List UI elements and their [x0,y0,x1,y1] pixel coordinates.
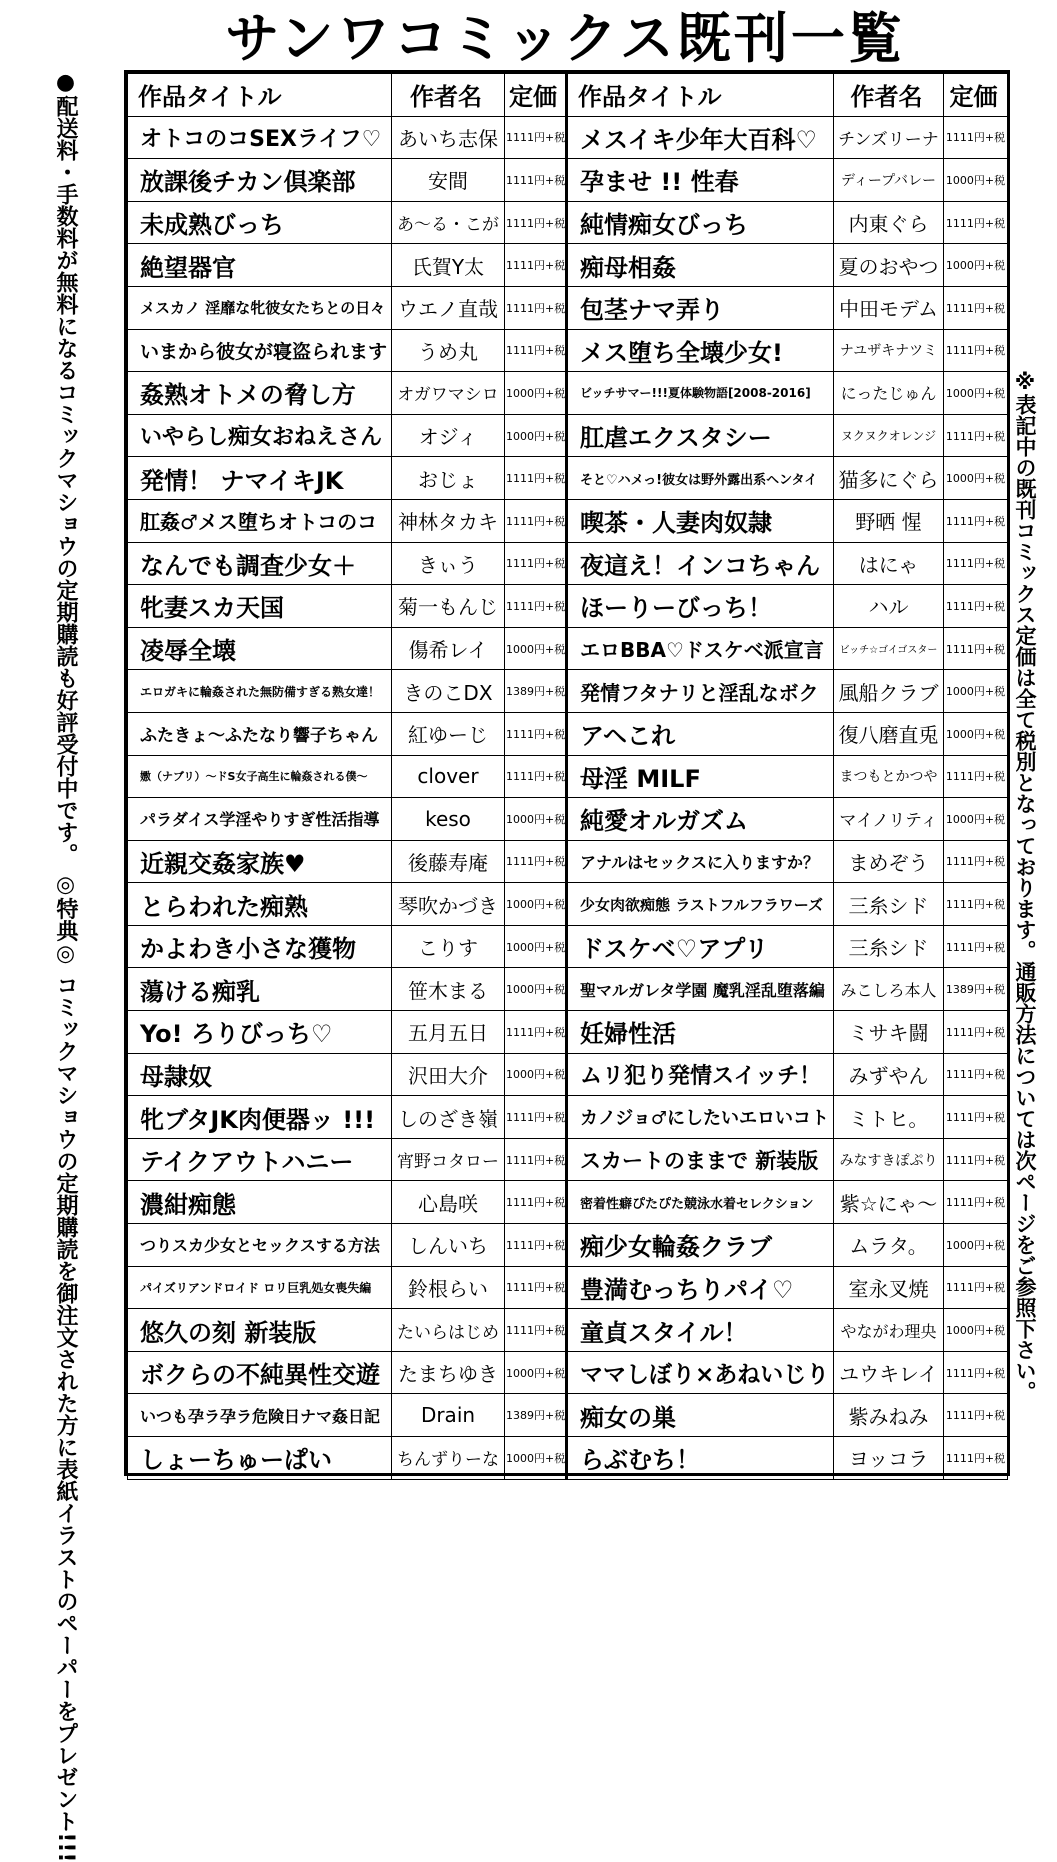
left-price-cell: 1111円+税 [505,1224,567,1267]
table-row [128,712,1008,755]
catalog-table-frame [124,70,1010,1476]
left-author-cell: 心島咲 [392,1181,505,1224]
right-title-cell: 肛虐エクスタシー [567,414,834,457]
left-title-cell: 肛姦♂メス堕ちオトコのコ [128,499,392,542]
left-price-cell: 1000円+税 [505,1053,567,1096]
right-price-cell: 1111円+税 [944,201,1008,244]
left-price-cell: 1000円+税 [505,372,567,415]
left-author-cell: しんいち [392,1224,505,1267]
table-row [128,1053,1008,1096]
right-price-cell: 1111円+税 [944,925,1008,968]
right-title-cell: メス堕ち全壊少女! [567,329,834,372]
right-price-cell: 1111円+税 [944,542,1008,585]
table-row [128,1394,1008,1437]
right-author-cell: みこしろ本人 [834,968,944,1011]
right-title-cell: 純愛オルガズム [567,798,834,841]
right-author-cell: 内東ぐら [834,201,944,244]
right-title-cell: アヘこれ [567,712,834,755]
left-author-cell: 神林タカキ [392,499,505,542]
right-price-cell: 1000円+税 [944,712,1008,755]
right-title-cell: そと♡ハメっ!彼女は野外露出系ヘンタイ [567,457,834,500]
right-author-cell: ユウキレイ [834,1351,944,1394]
left-price-cell: 1111円+税 [505,1181,567,1224]
left-author-cell: きぃう [392,542,505,585]
left-price-cell: 1111円+税 [505,457,567,500]
right-title-cell: スカートのままで 新装版 [567,1138,834,1181]
right-price-cell: 1111円+税 [944,840,1008,883]
left-title-cell: いやらし痴女おねえさん [128,414,392,457]
header-title-left: 作品タイトル [128,74,392,117]
left-title-cell: 姦熟オトメの脅し方 [128,372,392,415]
left-title-cell: 母隷奴 [128,1053,392,1096]
left-author-cell: ちんずりーな [392,1437,505,1480]
left-title-cell: とらわれた痴熟 [128,883,392,926]
left-author-cell: 宵野コタロー [392,1138,505,1181]
header-title-right: 作品タイトル [567,74,834,117]
right-title-cell: 純情痴女びっち [567,201,834,244]
left-title-cell: パラダイス学淫やりすぎ性活指導 [128,798,392,841]
page-title: サンワコミックス既刊一覧 [225,7,905,70]
left-title-cell: 未成熟びっち [128,201,392,244]
right-author-cell: はにゃ [834,542,944,585]
right-author-cell: チンズリーナ [834,116,944,159]
right-title-cell: 痴母相姦 [567,244,834,287]
left-price-cell: 1000円+税 [505,798,567,841]
left-author-cell: 五月五日 [392,1011,505,1054]
table-row [128,414,1008,457]
left-author-cell: ウエノ直哉 [392,286,505,329]
left-price-cell: 1111円+税 [505,1266,567,1309]
right-author-cell: ディープバレー [834,159,944,202]
right-title-cell: 童貞スタイル！ [567,1309,834,1352]
table-row [128,1011,1008,1054]
left-price-cell: 1111円+税 [505,159,567,202]
left-price-cell: 1111円+税 [505,585,567,628]
table-row [128,1437,1008,1480]
left-author-cell: 鈴根らい [392,1266,505,1309]
left-price-cell: 1111円+税 [505,329,567,372]
left-author-cell: あ〜る・こが [392,201,505,244]
left-title-cell: 牝妻スカ天国 [128,585,392,628]
right-author-cell: まつもとかつや [834,755,944,798]
right-title-cell: メスイキ少年大百科♡ [567,116,834,159]
right-author-cell: 夏のおやつ [834,244,944,287]
table-row [128,1309,1008,1352]
table-row [128,499,1008,542]
right-title-cell: 豊満むっちりパイ♡ [567,1266,834,1309]
right-author-cell: ハル [834,585,944,628]
left-author-cell: 琴吹かづき [392,883,505,926]
right-title-cell: 聖マルガレタ学園 魔乳淫乱堕落編 [567,968,834,1011]
table-row [128,201,1008,244]
table-row [128,1138,1008,1181]
right-title-cell: 母淫 MILF [567,755,834,798]
right-price-cell: 1111円+税 [944,1138,1008,1181]
left-price-cell: 1000円+税 [505,883,567,926]
right-price-cell: 1111円+税 [944,627,1008,670]
left-title-cell: オトコのコSEXライフ♡ [128,116,392,159]
left-price-cell: 1000円+税 [505,925,567,968]
left-price-cell: 1000円+税 [505,627,567,670]
table-row [128,116,1008,159]
left-title-cell: 悠久の刻 新装版 [128,1309,392,1352]
right-price-cell: 1111円+税 [944,1011,1008,1054]
left-price-cell: 1389円+税 [505,1394,567,1437]
table-row [128,883,1008,926]
header-row [128,74,1008,117]
left-title-cell: 蕩ける痴乳 [128,968,392,1011]
right-author-cell: 復八磨直兎 [834,712,944,755]
right-price-cell: 1389円+税 [944,968,1008,1011]
left-price-cell: 1111円+税 [505,1309,567,1352]
table-row [128,244,1008,287]
table-row [128,1181,1008,1224]
right-price-cell: 1111円+税 [944,1394,1008,1437]
left-author-cell: しのざき嶺 [392,1096,505,1139]
right-title-cell: ドスケベ♡アプリ [567,925,834,968]
right-price-cell: 1111円+税 [944,1351,1008,1394]
left-title-cell: Yo! ろりびっち♡ [128,1011,392,1054]
left-author-cell: keso [392,798,505,841]
right-price-cell: 1111円+税 [944,116,1008,159]
left-author-cell: 笹木まる [392,968,505,1011]
right-author-cell: ナユザキナツミ [834,329,944,372]
table-row [128,968,1008,1011]
right-author-cell: 三糸シド [834,883,944,926]
left-title-cell: 牝ブタJK肉便器ッ !!! [128,1096,392,1139]
right-author-cell: ヨッコラ [834,1437,944,1480]
right-price-cell: 1111円+税 [944,1181,1008,1224]
left-author-cell: clover [392,755,505,798]
left-author-cell: たまちゆき [392,1351,505,1394]
left-title-cell: ボクらの不純異性交遊 [128,1351,392,1394]
left-author-cell: こりす [392,925,505,968]
right-author-cell: ビッチ☆ゴイゴスター [834,627,944,670]
catalog-table [127,73,1008,1480]
header-author-right: 作者名 [834,74,944,117]
table-row [128,1224,1008,1267]
catalog-rows [128,116,1008,1479]
right-title-cell: 包茎ナマ弄り [567,286,834,329]
left-title-cell: いまから彼女が寝盗られます [128,329,392,372]
right-price-cell: 1111円+税 [944,414,1008,457]
left-author-cell: きのこDX [392,670,505,713]
left-title-cell: エロガキに輪姦された無防備すぎる熟女達！ [128,670,392,713]
right-price-cell: 1000円+税 [944,670,1008,713]
left-price-cell: 1389円+税 [505,670,567,713]
table-row [128,925,1008,968]
right-author-cell: みずやん [834,1053,944,1096]
right-title-cell: 少女肉欲痴態 ラストフルフラワーズ [567,883,834,926]
left-price-cell: 1111円+税 [505,244,567,287]
table-row [128,670,1008,713]
left-price-cell: 1111円+税 [505,116,567,159]
right-title-cell: ビッチサマー!!!夏体験物語[2008-2016] [567,372,834,415]
left-price-cell: 1111円+税 [505,201,567,244]
left-author-cell: 菊一もんじ [392,585,505,628]
left-author-cell: うめ丸 [392,329,505,372]
right-author-cell: みなすきぽぷり [834,1138,944,1181]
right-price-cell: 1111円+税 [944,883,1008,926]
left-title-cell: なんでも調査少女＋ [128,542,392,585]
left-title-cell: 絶望器官 [128,244,392,287]
right-price-cell: 1111円+税 [944,755,1008,798]
right-price-cell: 1111円+税 [944,1437,1008,1480]
right-author-cell: にったじゅん [834,372,944,415]
table-row [128,372,1008,415]
left-author-cell: 紅ゆーじ [392,712,505,755]
right-title-cell: カノジョ♂にしたいエロいコト [567,1096,834,1139]
left-author-cell: Drain [392,1394,505,1437]
left-price-cell: 1111円+税 [505,755,567,798]
left-price-cell: 1111円+税 [505,542,567,585]
right-title-cell: 夜這え！インコちゃん [567,542,834,585]
left-price-cell: 1000円+税 [505,1351,567,1394]
right-author-cell: 三糸シド [834,925,944,968]
right-author-cell: ヌクヌクオレンジ [834,414,944,457]
left-title-cell: つりスカ少女とセックスする方法 [128,1224,392,1267]
right-title-cell: 孕ませ !! 性春 [567,159,834,202]
left-price-cell: 1111円+税 [505,1096,567,1139]
right-price-cell: 1000円+税 [944,798,1008,841]
right-author-cell: 紫みねみ [834,1394,944,1437]
left-title-cell: 濃紺痴態 [128,1181,392,1224]
left-author-cell: オガワマシロ [392,372,505,415]
left-title-cell: テイクアウトハニー [128,1138,392,1181]
right-author-cell: 室永叉焼 [834,1266,944,1309]
right-author-cell: 猫多にぐら [834,457,944,500]
table-row [128,1096,1008,1139]
right-author-cell: ミサキ闘 [834,1011,944,1054]
left-author-cell: 傷希レイ [392,627,505,670]
right-price-cell: 1000円+税 [944,244,1008,287]
table-row [128,329,1008,372]
right-price-cell: 1000円+税 [944,159,1008,202]
right-author-cell: 野晒 惺 [834,499,944,542]
right-author-cell: 中田モデム [834,286,944,329]
right-title-cell: 妊婦性活 [567,1011,834,1054]
left-title-cell: 嫐（ナブリ）〜ドS女子高生に輪姦される僕〜 [128,755,392,798]
left-price-cell: 1111円+税 [505,1138,567,1181]
table-row [128,1266,1008,1309]
right-price-cell: 1111円+税 [944,585,1008,628]
right-author-cell: やながわ理央 [834,1309,944,1352]
right-title-cell: エロBBA♡ドスケベ派宣言 [567,627,834,670]
right-price-cell: 1111円+税 [944,1096,1008,1139]
left-author-cell: 安間 [392,159,505,202]
header-price-right: 定価 [944,74,1008,117]
right-price-cell: 1000円+税 [944,1309,1008,1352]
table-row [128,159,1008,202]
right-title-cell: 密着性癖ぴたぴた競泳水着セレクション [567,1181,834,1224]
right-price-cell: 1111円+税 [944,329,1008,372]
left-title-cell: しょーちゅーぱい [128,1437,392,1480]
right-price-cell: 1111円+税 [944,499,1008,542]
left-title-cell: パイズリアンドロイド ロリ巨乳処女喪失編 [128,1266,392,1309]
left-price-cell: 1000円+税 [505,414,567,457]
left-author-cell: 沢田大介 [392,1053,505,1096]
right-author-cell: ミトヒ。 [834,1096,944,1139]
left-price-cell: 1111円+税 [505,840,567,883]
right-price-cell: 1000円+税 [944,1224,1008,1267]
left-price-cell: 1111円+税 [505,286,567,329]
left-price-cell: 1111円+税 [505,499,567,542]
left-author-cell: オジィ [392,414,505,457]
right-title-cell: アナルはセックスに入りますか？ [567,840,834,883]
right-title-cell: 発情フタナリと淫乱なボク [567,670,834,713]
header-price-left: 定価 [505,74,567,117]
right-price-cell: 1000円+税 [944,372,1008,415]
left-title-cell: 発情！ ナマイキJK [128,457,392,500]
left-author-cell: 後藤寿庵 [392,840,505,883]
right-title-cell: ママしぼり×あねいじり [567,1351,834,1394]
right-title-cell: ムリ犯り発情スイッチ！ [567,1053,834,1096]
left-author-cell: おじょ [392,457,505,500]
right-title-cell: 喫茶・人妻肉奴隷 [567,499,834,542]
right-author-cell: まめぞう [834,840,944,883]
left-price-cell: 1000円+税 [505,1437,567,1480]
left-title-cell: 近親交姦家族♥ [128,840,392,883]
table-row [128,457,1008,500]
left-price-cell: 1111円+税 [505,1011,567,1054]
right-price-cell: 1111円+税 [944,286,1008,329]
right-title-cell: 痴少女輪姦クラブ [567,1224,834,1267]
price-note: ※表記中の既刊コミックス定価は全て税別となっております。通販方法については次ページをご参照下さい。 [1013,370,1037,1402]
left-author-cell: あいち志保 [392,116,505,159]
table-row [128,542,1008,585]
right-author-cell: 紫☆にゃ〜 [834,1181,944,1224]
left-price-cell: 1111円+税 [505,712,567,755]
left-author-cell: 氏賀Y太 [392,244,505,287]
left-title-cell: いつも孕ラ孕ラ危険日ナマ姦日記 [128,1394,392,1437]
table-row [128,1351,1008,1394]
header-author-left: 作者名 [392,74,505,117]
right-author-cell: ムラタ。 [834,1224,944,1267]
right-title-cell: 痴女の巣 [567,1394,834,1437]
right-author-cell: 風船クラブ [834,670,944,713]
left-title-cell: ふたきょ〜ふたなり響子ちゃん [128,712,392,755]
left-title-cell: 凌辱全壊 [128,627,392,670]
left-title-cell: かよわき小さな獲物 [128,925,392,968]
right-price-cell: 1000円+税 [944,457,1008,500]
subscription-note: ●配送料・手数料が無料になるコミックマショウの定期購読も好評受付中です。 ◎特典◎ コミックマショウの定期購読を御注文された方に表紙イラストのペーパーをプレゼント!!! [53,70,78,1862]
table-row [128,585,1008,628]
right-author-cell: マイノリティ [834,798,944,841]
table-row [128,755,1008,798]
left-title-cell: メスカノ 淫靡な牝彼女たちとの日々 [128,286,392,329]
left-title-cell: 放課後チカン倶楽部 [128,159,392,202]
right-title-cell: ほーりーびっち！ [567,585,834,628]
right-price-cell: 1111円+税 [944,1053,1008,1096]
table-row [128,840,1008,883]
table-row [128,627,1008,670]
table-row [128,286,1008,329]
left-author-cell: たいらはじめ [392,1309,505,1352]
left-price-cell: 1000円+税 [505,968,567,1011]
right-title-cell: らぶむち！ [567,1437,834,1480]
right-price-cell: 1111円+税 [944,1266,1008,1309]
table-row [128,798,1008,841]
